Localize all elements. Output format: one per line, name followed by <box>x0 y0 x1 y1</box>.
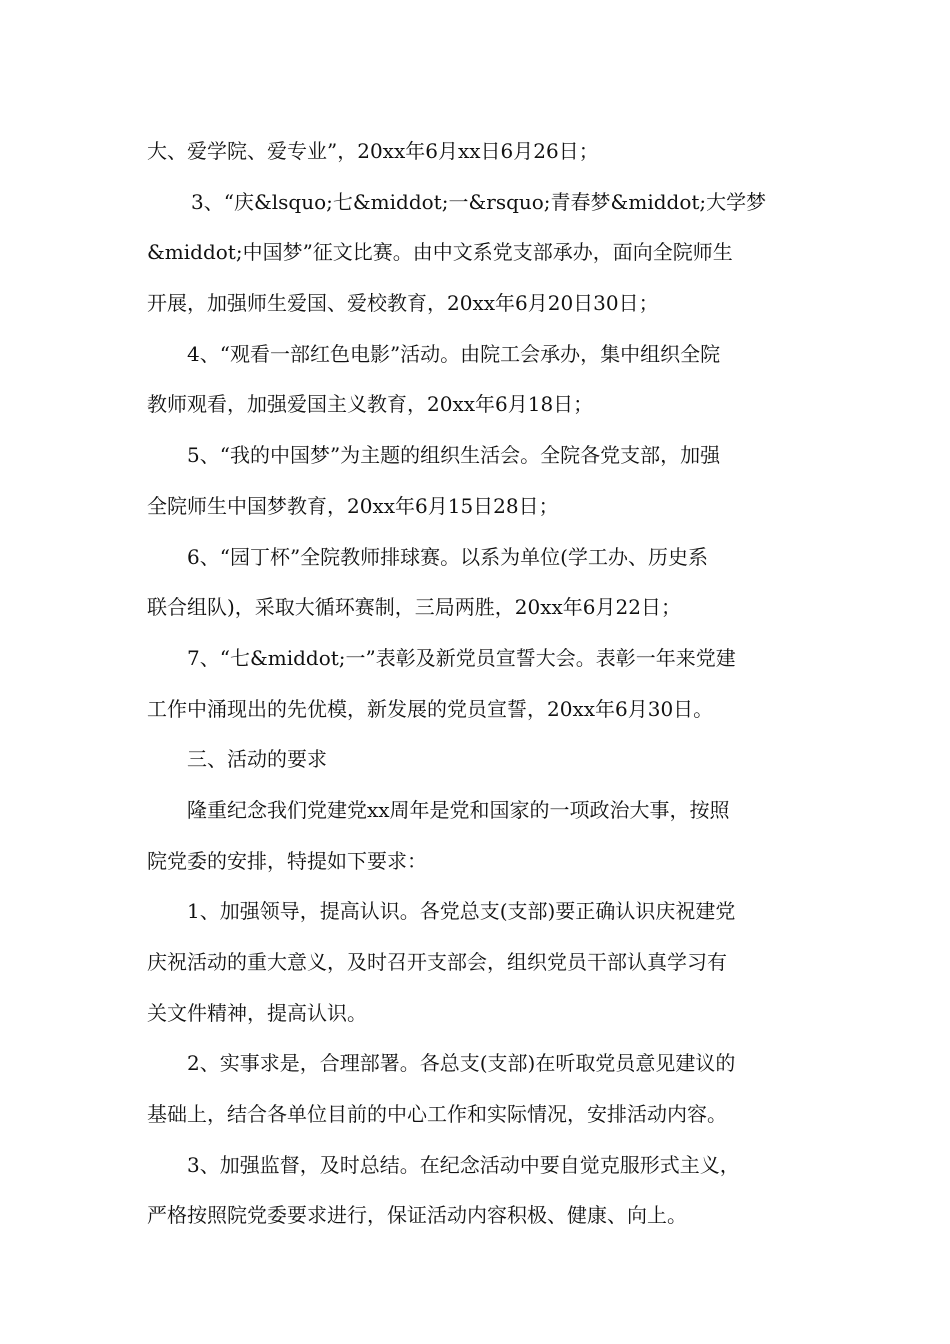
section-heading: 三、活动的要求 <box>187 747 327 772</box>
requirement-1-line-3: 关文件精神，提高认识。 <box>147 1000 367 1025</box>
requirement-3-line-2: 严格按照院党委要求进行，保证活动内容积极、健康、向上。 <box>147 1203 687 1228</box>
requirement-2-line-1: 2、实事求是，合理部署。各总支(支部)在听取党员意见建议的 <box>187 1051 736 1076</box>
list-item-5-line-1: 5、“我的中国梦”为主题的组织生活会。全院各党支部，加强 <box>187 443 721 468</box>
list-item-3-line-2: &middot;中国梦”征文比赛。由中文系党支部承办，面向全院师生 <box>147 240 733 265</box>
intro-paragraph-line-1: 隆重纪念我们党建党xx周年是党和国家的一项政治大事，按照 <box>187 797 730 822</box>
document-body <box>147 132 807 1247</box>
requirement-1-line-1: 1、加强领导，提高认识。各党总支(支部)要正确认识庆祝建党 <box>187 899 736 924</box>
list-item-6-line-2: 联合组队)，采取大循环赛制，三局两胜，20xx年6月22日； <box>147 595 681 620</box>
text-line: 大、爱学院、爱专业”，20xx年6月xx日6月26日； <box>147 139 599 163</box>
requirement-1-line-2: 庆祝活动的重大意义，及时召开支部会，组织党员干部认真学习有 <box>147 950 727 974</box>
list-item-3-line-3: 开展，加强师生爱国、爱校教育，20xx年6月20日30日； <box>147 291 659 316</box>
intro-paragraph-line-2: 院党委的安排，特提如下要求： <box>147 848 427 873</box>
list-item-4-line-2: 教师观看，加强爱国主义教育，20xx年6月18日； <box>147 392 594 417</box>
list-item-7-line-2: 工作中涌现出的先优模，新发展的党员宣誓，20xx年6月30日。 <box>147 696 714 721</box>
list-item-3-line-1: 3、“庆&lsquo;七&middot;一&rsquo;青春梦&middot;大学梦 <box>191 189 767 214</box>
list-item-7-line-1: 7、“七&middot;一”表彰及新党员宣誓大会。表彰一年来党建 <box>187 645 736 670</box>
list-item-4-line-1: 4、“观看一部红色电影”活动。由院工会承办，集中组织全院 <box>187 341 721 366</box>
requirement-2-line-2: 基础上，结合各单位目前的中心工作和实际情况，安排活动内容。 <box>147 1102 727 1127</box>
requirement-3-line-1: 3、加强监督，及时总结。在纪念活动中要自觉克服形式主义， <box>187 1152 740 1177</box>
list-item-6-line-1: 6、“园丁杯”全院教师排球赛。以系为单位(学工办、历史系 <box>187 544 708 569</box>
list-item-5-line-2: 全院师生中国梦教育，20xx年6月15日28日； <box>147 493 559 518</box>
